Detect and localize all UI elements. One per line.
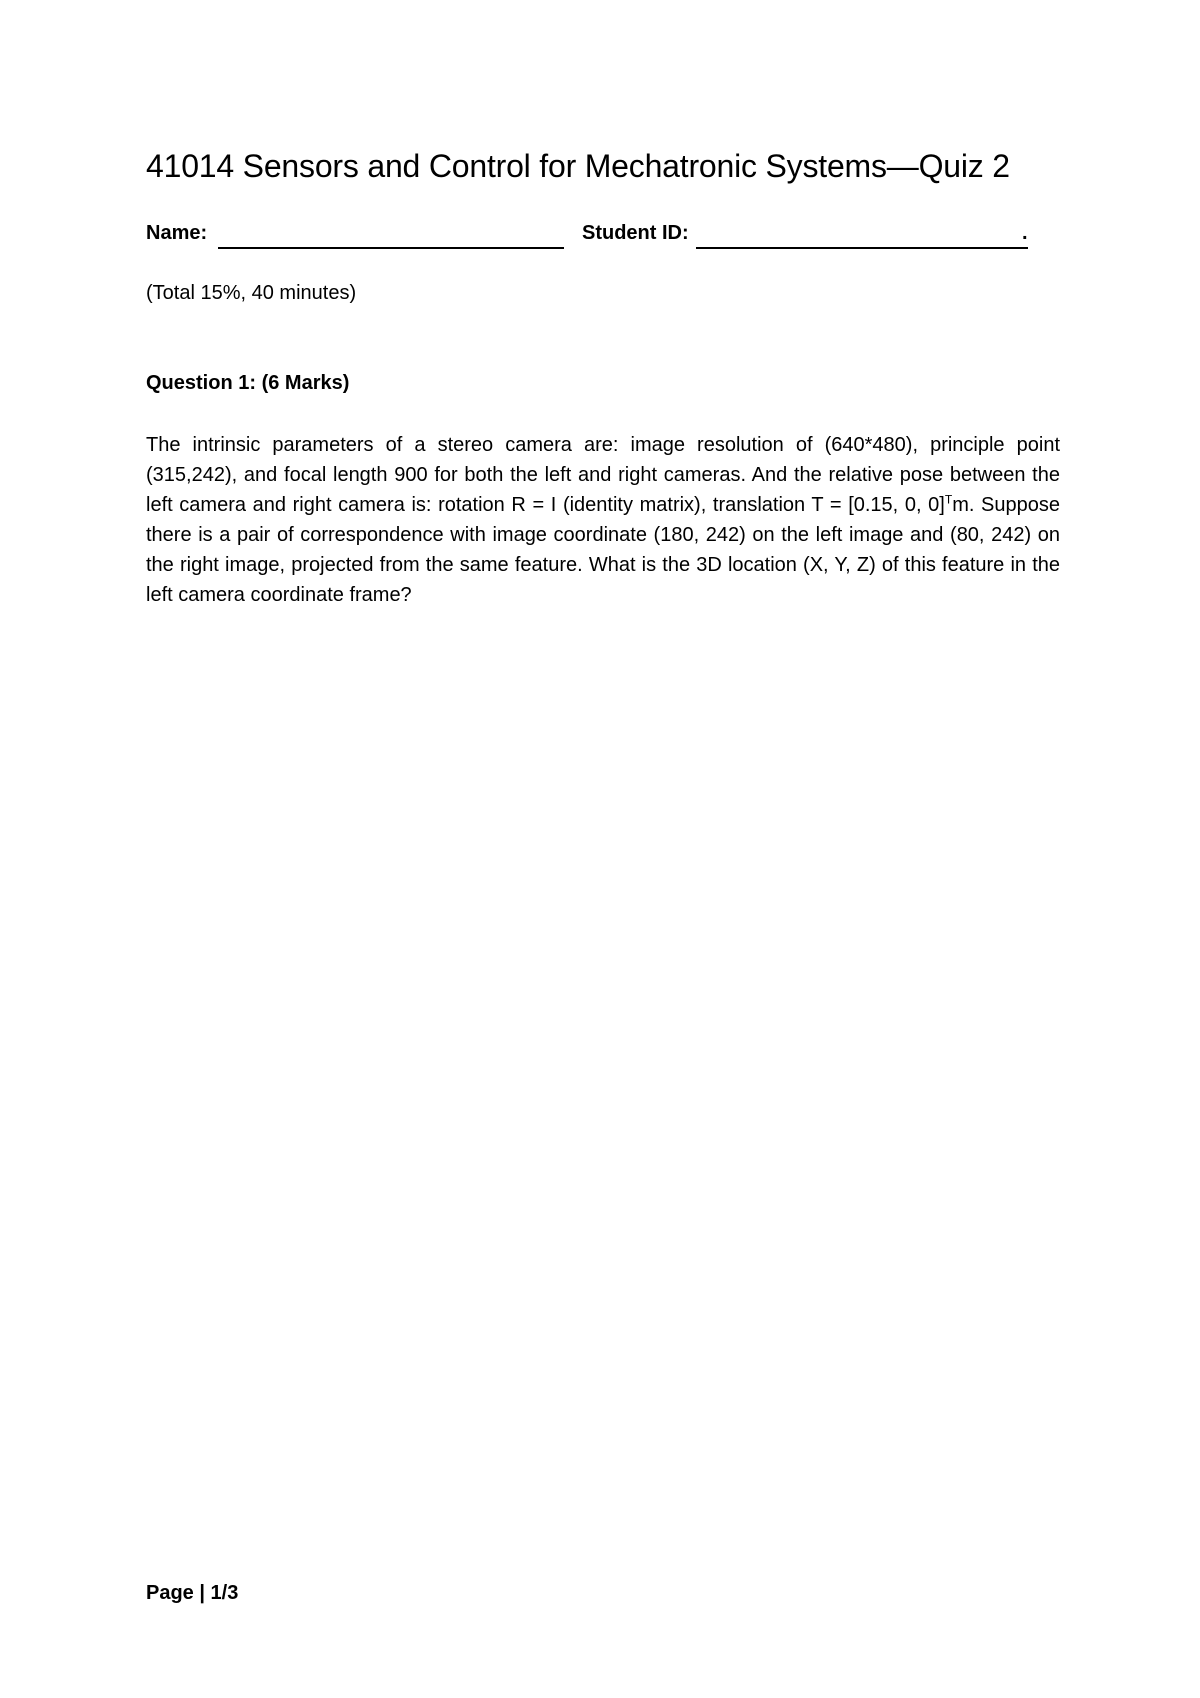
page-number: Page | 1/3	[146, 1582, 239, 1604]
student-id-blank-line[interactable]	[696, 247, 1028, 249]
name-label: Name:	[146, 222, 208, 244]
page-title: 41014 Sensors and Control for Mechatronic Systems—Quiz 2	[146, 148, 1010, 184]
total-note: (Total 15%, 40 minutes)	[146, 282, 357, 304]
question-1-text	[146, 430, 1060, 610]
question-1-text-part-2: m. Suppose there is a pair of correspondence with image coordinate (180, 242) on the left image and (80, 242) on the right image, projected from the same feature. What is the 3D location (X, Y, Z) of this feature in the left camera coordinate frame?	[146, 494, 1060, 606]
identity-row	[146, 222, 1046, 252]
student-id-label: Student ID:	[582, 222, 689, 244]
question-1-heading: Question 1: (6 Marks)	[146, 372, 350, 394]
name-blank-line[interactable]	[218, 247, 564, 249]
question-1-text-part-1: The intrinsic parameters of a stereo camera are: image resolution of (640*480), principle point (315,242), and focal length 900 for both the left and right cameras. And the relative pose between the left camera and right camera is: rotation R = I (identity matrix), translation T = [0.15, 0, 0]	[146, 434, 1060, 516]
transpose-superscript: T	[944, 492, 953, 507]
trailing-period: .	[1022, 222, 1028, 244]
